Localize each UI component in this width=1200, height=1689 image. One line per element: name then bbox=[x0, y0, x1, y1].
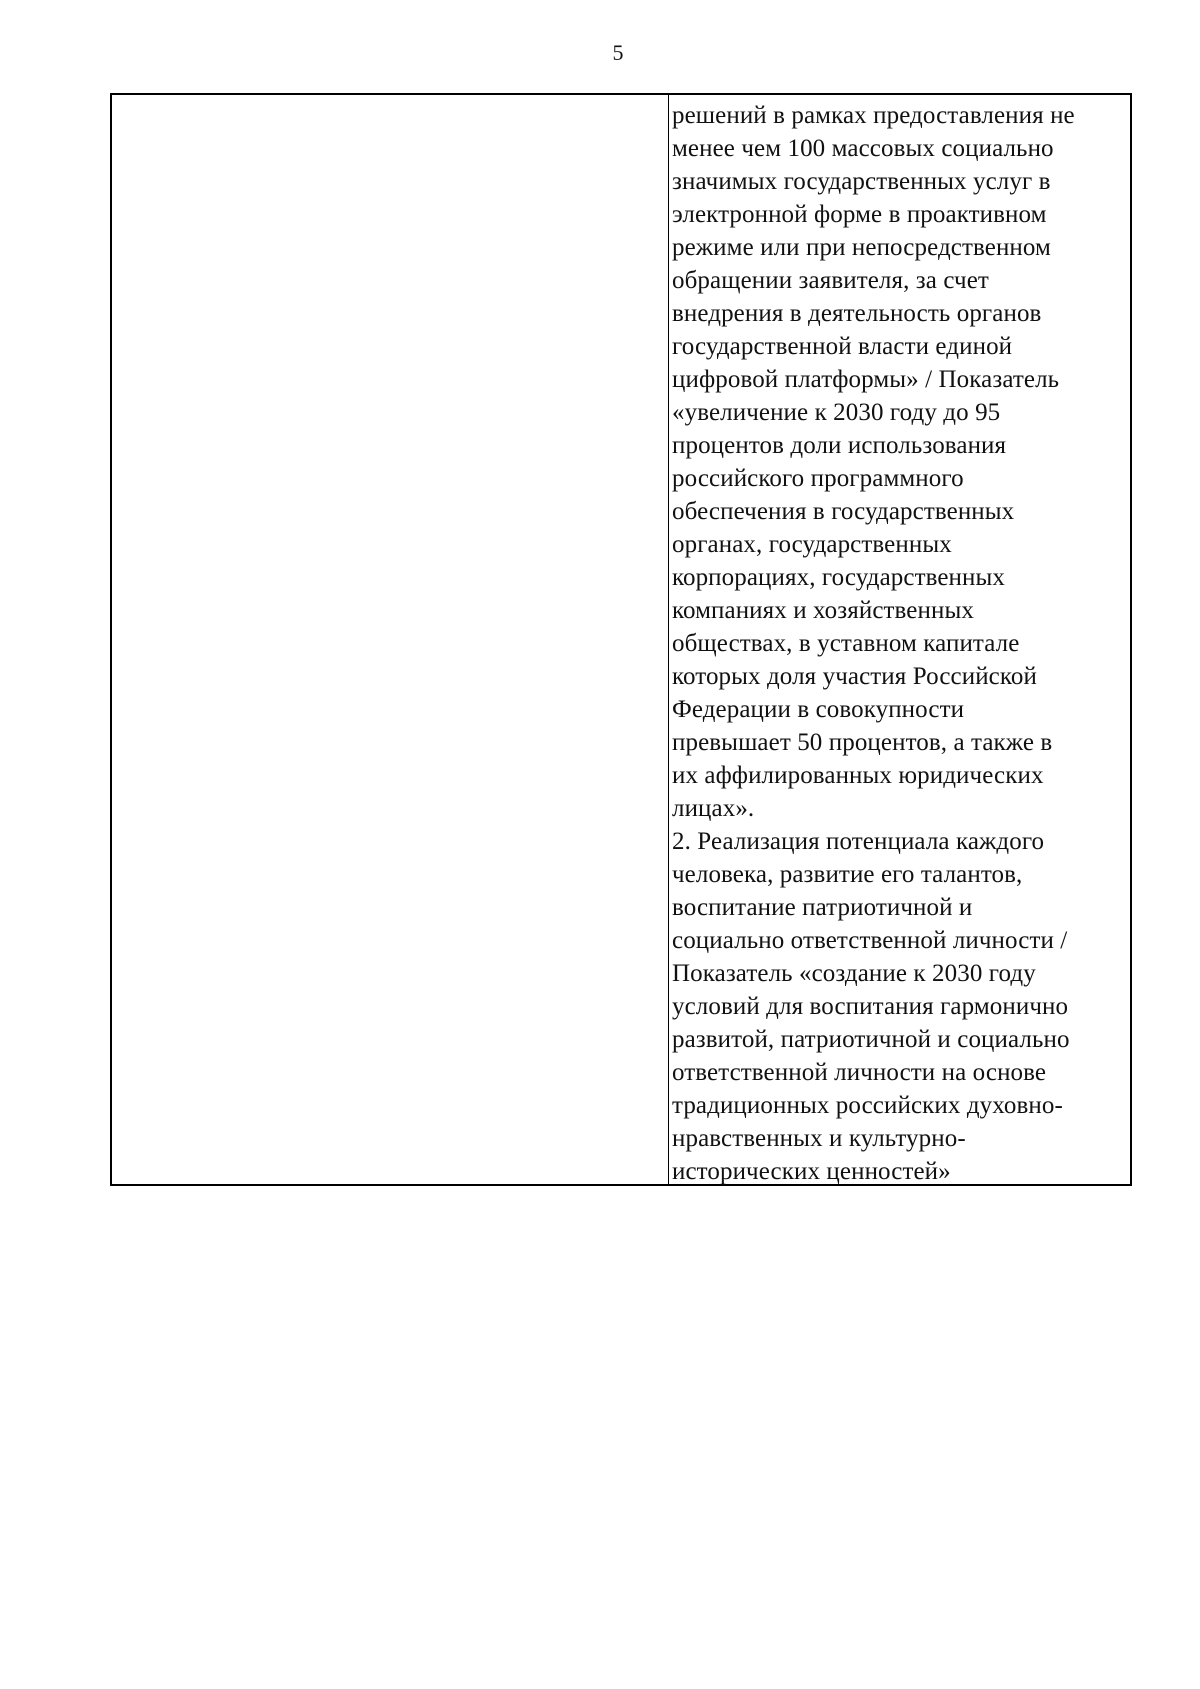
cell-text-line: которых доля участия Российской bbox=[672, 663, 1037, 690]
table-cell-left bbox=[112, 95, 668, 1184]
cell-text-line: обеспечения в государственных bbox=[672, 498, 1015, 525]
cell-text-line: значимых государственных услуг в bbox=[672, 168, 1051, 195]
cell-text-line: человека, развитие его талантов, bbox=[672, 861, 1023, 888]
cell-text-line: электронной форме в проактивном bbox=[672, 201, 1047, 228]
table-cell-right bbox=[670, 95, 1130, 1184]
cell-text-line: исторических ценностей» bbox=[672, 1158, 951, 1185]
document-table bbox=[110, 93, 1132, 1186]
cell-text-line: российского программного bbox=[672, 465, 964, 492]
cell-text-line: социально ответственной личности / bbox=[672, 927, 1068, 954]
cell-text-line: их аффилированных юридических bbox=[672, 762, 1044, 789]
cell-text-line: государственной власти единой bbox=[672, 333, 1013, 360]
cell-text-line: менее чем 100 массовых социально bbox=[672, 135, 1054, 162]
cell-text-line: цифровой платформы» / Показатель bbox=[672, 366, 1060, 393]
cell-text-line: обществах, в уставном капитале bbox=[672, 630, 1020, 657]
cell-text-line: внедрения в деятельность органов bbox=[672, 300, 1042, 327]
cell-text-line: обращении заявителя, за счет bbox=[672, 267, 989, 294]
cell-text-line: корпорациях, государственных bbox=[672, 564, 1005, 591]
cell-text-line: органах, государственных bbox=[672, 531, 952, 558]
cell-text-line: компаниях и хозяйственных bbox=[672, 597, 974, 624]
cell-text-line: ответственной личности на основе bbox=[672, 1059, 1047, 1086]
cell-text-line: традиционных российских духовно- bbox=[672, 1092, 1063, 1119]
cell-text-line: Федерации в совокупности bbox=[672, 696, 965, 723]
column-divider bbox=[668, 95, 669, 1184]
cell-text-line: развитой, патриотичной и социально bbox=[672, 1026, 1070, 1053]
cell-text-line: лицах». bbox=[672, 795, 755, 822]
cell-text-line: нравственных и культурно- bbox=[672, 1125, 966, 1152]
cell-text-line: превышает 50 процентов, а также в bbox=[672, 729, 1053, 756]
cell-text-line: 2. Реализация потенциала каждого bbox=[672, 828, 1045, 855]
cell-text-line: процентов доли использования bbox=[672, 432, 1007, 459]
cell-text-line: условий для воспитания гармонично bbox=[672, 993, 1069, 1020]
cell-text-line: Показатель «создание к 2030 году bbox=[672, 960, 1036, 987]
page-number: 5 bbox=[612, 40, 624, 65]
cell-text-line: «увеличение к 2030 году до 95 bbox=[672, 399, 1001, 426]
cell-text-line: решений в рамках предоставления не bbox=[672, 102, 1075, 129]
cell-text-line: режиме или при непосредственном bbox=[672, 234, 1051, 261]
cell-text-line: воспитание патриотичной и bbox=[672, 894, 973, 921]
